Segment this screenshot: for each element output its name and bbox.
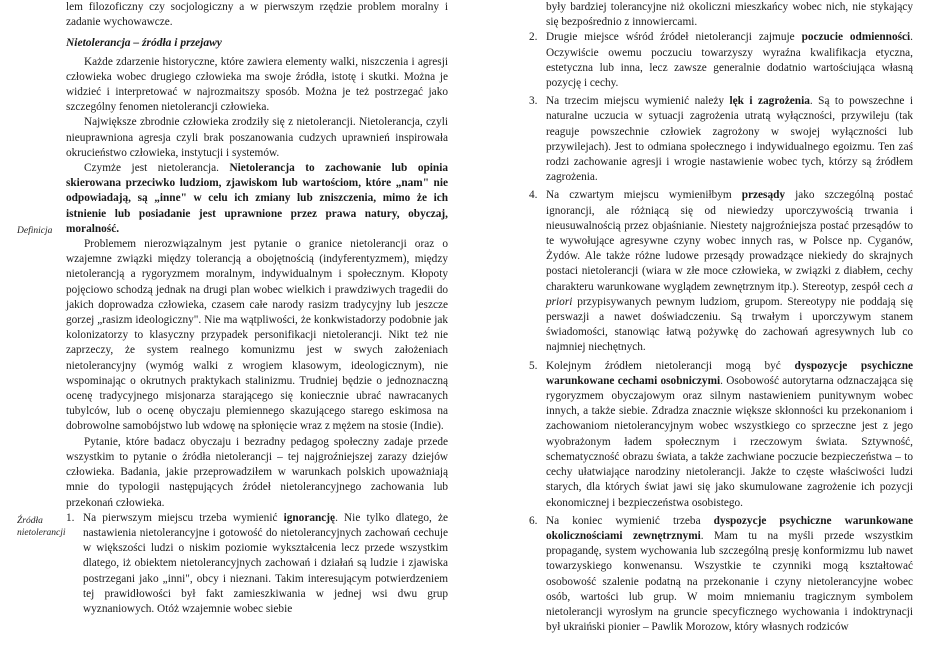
paragraph-historical-events: Każde zdarzenie historyczne, które zawiera elementy walki, niszczenia i agresji człowieka wobec drugiego człowieka ma swoje źródła, istotę i skutki. Można je widzieć i interpretować w najrozmaitszy sposób. Można je też postrzegać jako szczególny fenomen nietolerancji człowieka. <box>66 55 448 114</box>
left-column <box>66 0 448 617</box>
sidenote-sources: Źródła nietolerancji <box>17 516 66 538</box>
sidenote-definition: Definicja <box>17 226 53 236</box>
list-item-fear: 3. Na trzecim miejscu wymienić należy lęk i zagrożenia. Są to powszechne i naturalne uczucia w sytuacji zagrożenia utratą wyłączności, przywileju (tak reaguje powszechnie człowiek zagrożony w swojej wyłączności lub przywilejach). Jest to odmiana społecznego i indywidualnego egoizmu. Ten zaś rodzi zachowanie agresji i wrogie nastawienie wobec tych, którzy są źródłem zagrożenia. <box>529 95 913 184</box>
paragraph-definition: Czymże jest nietolerancja. Nietolerancja to zachowanie lub opinia skierowana przeciwko ludziom, zjawiskom lub wartościom, które „nam" nie odpowiadają, są „inne" w celu ich zmiany lub zniszczenia, mimo że ich istnienie lub posiadanie jest uprawnione przez prawa natury, obyczaj, moralność. <box>66 162 448 235</box>
list-item-personal-dispositions: 5. Kolejnym źródłem nietolerancji mogą być dyspozycje psychiczne warunkowane cechami osobniczymi. Osobowość autorytarna odznaczająca się rygoryzmem obyczajowym oraz silnym nastawieniem punitywnym wobec innych, a także siebie. Zdradza znacznie większe skłonności ku przekonaniom i zachowaniom nietolerancyjnym wobec wszystkiego co sprzeczne jest z jego wyobrażonym ładem społecznym i rzeczowym świata. Sztywność, schematyczność obrazu świata, a także zachwiane poczucie bezpieczeństwa – to cechy ułatwiające narodziny nietolerancji. Jakże to częste właściwości ludzi starych, dla których świat jawi się jako skumulowane zagrożenie ich pozycji ekonomicznej i bezpieczeństwa osobistego. <box>529 359 914 509</box>
paragraph-continuation: były bardziej tolerancyjne niż okoliczni mieszkańcy wobec nich, nie stykający się bezpośrednio z innowiercami. <box>546 1 913 29</box>
definition-text: Nietolerancja to zachowanie lub opinia skierowana przeciwko ludziom, zjawiskom lub wartościom, które „nam" nie odpowiadają, są „inne" w celu ich zmiany lub zniszczenia, mimo że ich istnienie lub posiadanie jest uprawnione przez prawa natury, obyczaj, moralność. <box>66 162 448 235</box>
paragraph-problem-of-limits: Problemem nierozwiązalnym jest pytanie o granice nietolerancji oraz o wzajemne związki między tolerancją a obojętnością (indyferentyzmem), między nietolerancją a rygoryzmem moralnym, indywidualnym i społecznym. Kłopoty pojęciowo schodzą jednak na drugi plan wobec wielkich i prawdziwych tragedii do jakich doprowadza człowieka, czasem całe narody rasizm tradycyjny lub jeszcze gorzej „rasizm ideologiczny". Nie ma wątpliwości, że konkwistadorzy podobnie jak kolonizatorzy to klasyczny przypadek personifikacji nietolerancji. Nikt też nie zaprzeczy, że system realnego komunizmu jest w swych założeniach nietolerancyjny (wymóg walki z wrogiem klasowym, ideologicznym), nie wspominając o okrutnych praktykach stalinizmu. Trudniej będzie o jednoznaczną ocenę tradycyjnego misjonarza starającego się koniecznie ubrać nawracanych tubylców, lub o ocenę obyczaju plemiennego skazującego starego eskimosa na dobrowolne samobójstwo lub wdowę na spłonięcie wraz z mężem na stosie (Indie). <box>66 238 448 433</box>
list-item-external-dispositions: 6. Na koniec wymienić trzeba dyspozycje psychiczne warunkowane okolicznościami zewnętrznymi. Mam tu na myśli przede wszystkim propagandę, system wychowania lub szczególną presję konformizmu lub nawet towarzyskiego konwenansu. Wszystkie te czynniki mogą kształtować osobowość szalenie podatną na przekonanie i czyny nietolerancyjne wobec osób, wartości lub grup. W moim mniemaniu tragicznym symbolem nietolerancji wyrosłym na gruncie specyficznego wychowania i indoktrynacji był ukraiński pionier – Pawlik Morozow, który własnych rodziców <box>529 514 913 634</box>
sources-list-left <box>66 511 448 617</box>
right-column <box>529 0 913 635</box>
list-item-ignorance: 1. Na pierwszym miejscu trzeba wymienić ignorancję. Nie tylko dlatego, że nastawienia nietolerancyjne i gotowość do nietolerancyjnych zachowań cechuje w większości ludzi o niskim poziomie wykształcenia lecz przede wszystkim dlatego, iż obiektem nietolerancyjnych zachowań i działań są ludzie i zjawiska postrzegani jako „inni", obcy i nieznani. Takim interesującym potwierdzeniem tej prawidłowości był fakt zamieszkiwania w jednej wsi dwu grup wyznaniowych. Otóż wzajemnie wobec siebie <box>66 511 449 615</box>
list-item-prejudice: 4. Na czwartym miejscu wymieniłbym przesądy jako szczególną postać ignorancji, ale różniącą się od niewiedzy uporczywością trwania i nieusuwalnością przez objaśnianie. Niestety najgroźniejsza postać przesądów to te wywołujące agresywne czyny wobec innych ras, w Polsce np. Cyganów, Żydów. Ale także różne ludowe przesądy prowadzące niekiedy do skrajnych postaci nietolerancji (wiara w złe moce człowieka, w związki z diabłem, cechy charakteru warunkowane wyglądem zewnętrznym itp.). Stereotyp, zespół cech a priori przypisywanych pewnym ludziom, grupom. Stereotypy nie poddają się perswazji a nawet doświadczeniu. Są trwałym i uporczywym stanem świadomości, stanowiąc łatwą pożywkę do zachowań agresywnych lub co najmniej niechętnych. <box>529 189 913 354</box>
sources-list-right <box>529 30 913 635</box>
section-heading: Nietolerancja – źródła i przejawy <box>66 37 222 50</box>
paragraph-intro-continuation: lem filozoficzny czy socjologiczny a w pierwszym rzędzie problem moralny i zadanie wychowawcze. <box>66 1 448 29</box>
list-item-otherness: 2. Drugie miejsce wśród źródeł nietolerancji zajmuje poczucie odmienności. Oczywiście owemu poczuciu towarzyszy wyraźna kwalifikacja etyczna, estetyczna lub inna, lecz zawsze generalnie dodatnio wartościująca własną pozycję i cechy. <box>529 31 913 90</box>
paragraph-sources-question: Pytanie, które badacz obyczaju i bezradny pedagog społeczny zadaje przede wszystkim to pytanie o źródła nietolerancji – tej najgroźniejszej zarazy dziejów człowieka. Badania, jakie przeprowadziłem w warunkach polskich upoważniają mnie do typologii następujących źródeł nietolerancyjnego zachowania lub przekonań człowieka. <box>66 435 448 509</box>
paragraph-greatest-crimes: Największe zbrodnie człowieka zrodziły się z nietolerancji. Nietolerancja, czyli nieuprawniona agresja czyli brak poszanowania cudzych uprawnień inspirowała okrucieństwo człowieka, instytucji i systemów. <box>66 116 448 159</box>
